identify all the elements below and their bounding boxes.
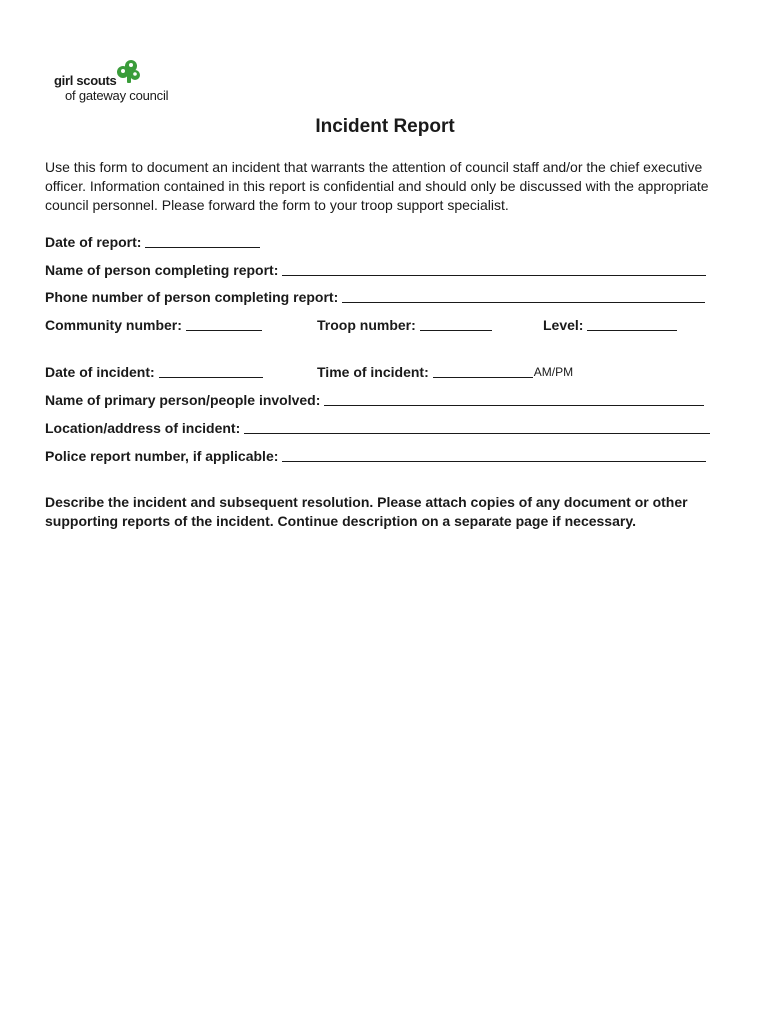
troop-number-field[interactable]	[317, 315, 492, 335]
phone-completing-field[interactable]	[45, 287, 705, 307]
police-report-line[interactable]	[282, 447, 706, 462]
trefoil-logo-icon	[114, 56, 142, 84]
page-title: Incident Report	[315, 116, 455, 137]
level-label: Level:	[543, 317, 584, 333]
time-of-incident-field[interactable]	[317, 362, 573, 382]
community-number-field[interactable]	[45, 315, 262, 335]
logo-text-line1: girl scouts	[54, 73, 117, 88]
primary-persons-label: Name of primary person/people involved:	[45, 392, 321, 408]
location-label: Location/address of incident:	[45, 420, 241, 436]
time-of-incident-label: Time of incident:	[317, 364, 429, 380]
community-number-label: Community number:	[45, 317, 182, 333]
primary-persons-field[interactable]	[45, 390, 704, 410]
date-of-incident-label: Date of incident:	[45, 364, 155, 380]
date-of-incident-field[interactable]	[45, 362, 263, 382]
intro-paragraph: Use this form to document an incident that warrants the attention of council staff and/or the chief executive officer. Information contained in this report is confidential and should only be discussed with the appropriate council personnel. Please forward the form to your troop support specialist.	[45, 159, 709, 213]
troop-number-line[interactable]	[420, 316, 492, 331]
community-number-line[interactable]	[186, 316, 262, 331]
date-of-incident-line[interactable]	[159, 363, 263, 378]
name-completing-label: Name of person completing report:	[45, 262, 279, 278]
time-of-incident-line[interactable]	[433, 363, 533, 378]
phone-completing-line[interactable]	[342, 288, 705, 303]
name-completing-line[interactable]	[282, 261, 706, 276]
location-line[interactable]	[244, 419, 710, 434]
name-completing-field[interactable]	[45, 260, 706, 280]
logo-text-line2: of gateway council	[65, 88, 169, 103]
level-line[interactable]	[587, 316, 677, 331]
girl-scouts-logo	[54, 56, 204, 106]
am-pm-suffix: AM/PM	[533, 365, 574, 379]
date-of-report-label: Date of report:	[45, 234, 142, 250]
date-of-report-line[interactable]	[145, 233, 260, 248]
describe-instructions: Describe the incident and subsequent resolution. Please attach copies of any document or other supporting reports of the incident. Continue description on a separate page if necessary.	[45, 494, 688, 529]
date-of-report-field[interactable]	[45, 232, 260, 252]
police-report-label: Police report number, if applicable:	[45, 448, 279, 464]
primary-persons-line[interactable]	[324, 391, 704, 406]
troop-number-label: Troop number:	[317, 317, 416, 333]
phone-completing-label: Phone number of person completing report:	[45, 289, 339, 305]
police-report-field[interactable]	[45, 446, 706, 466]
level-field[interactable]	[543, 315, 677, 335]
location-field[interactable]	[45, 418, 710, 438]
